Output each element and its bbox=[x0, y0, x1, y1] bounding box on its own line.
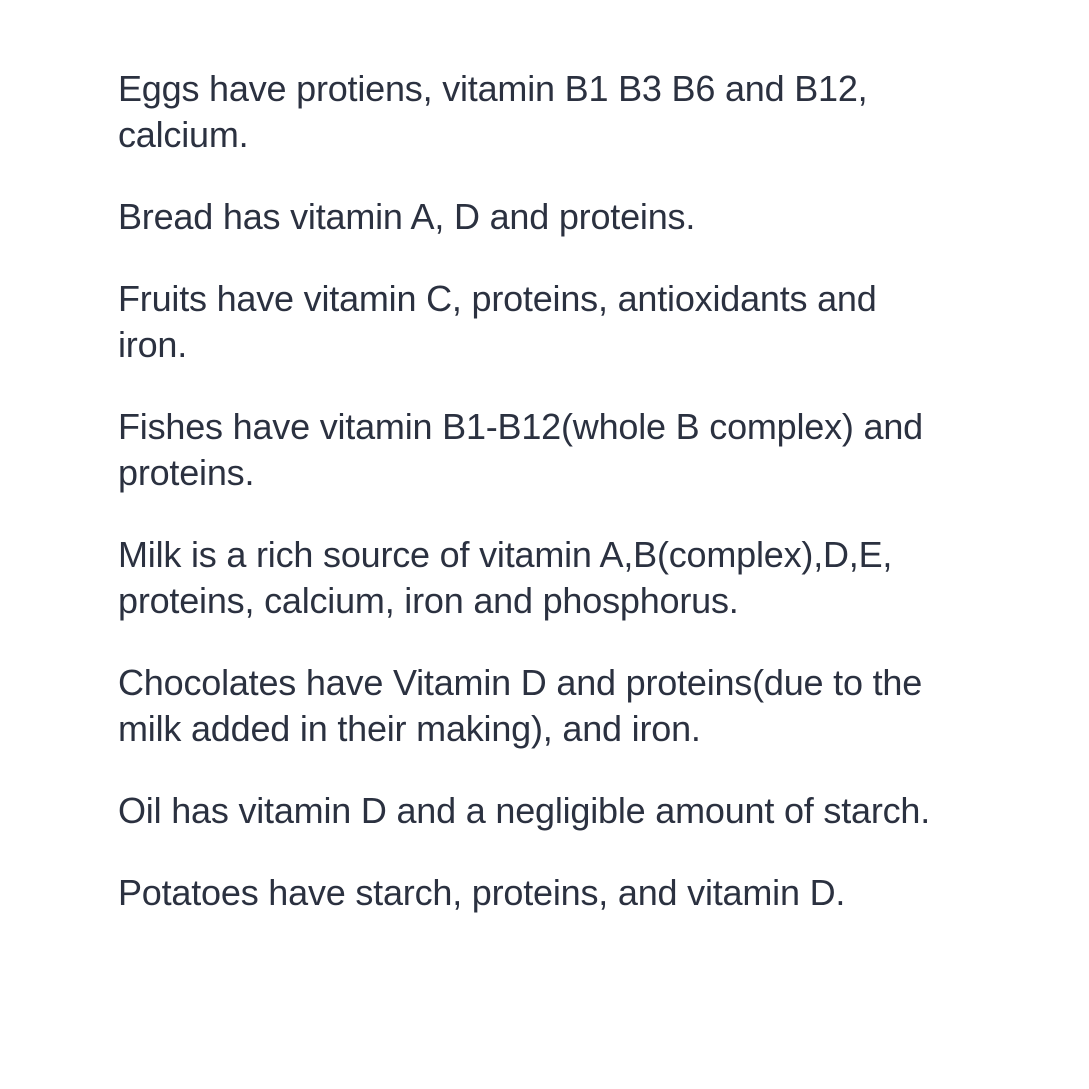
paragraph-fishes: Fishes have vitamin B1-B12(whole B complex) and proteins. bbox=[118, 406, 923, 493]
paragraph-potatoes: Potatoes have starch, proteins, and vitamin D. bbox=[118, 872, 846, 913]
paragraph-fruits: Fruits have vitamin C, proteins, antioxidants and iron. bbox=[118, 278, 877, 365]
paragraph-milk: Milk is a rich source of vitamin A,B(complex),D,E, proteins, calcium, iron and phosphorus. bbox=[118, 534, 893, 621]
paragraph-chocolates: Chocolates have Vitamin D and proteins(due to the milk added in their making), and iron. bbox=[118, 662, 923, 749]
note-body bbox=[118, 66, 938, 916]
paragraph-eggs: Eggs have protiens, vitamin B1 B3 B6 and B12, calcium. bbox=[118, 68, 868, 155]
paragraph-bread: Bread has vitamin A, D and proteins. bbox=[118, 196, 696, 237]
paragraph-oil: Oil has vitamin D and a negligible amount of starch. bbox=[118, 790, 931, 831]
